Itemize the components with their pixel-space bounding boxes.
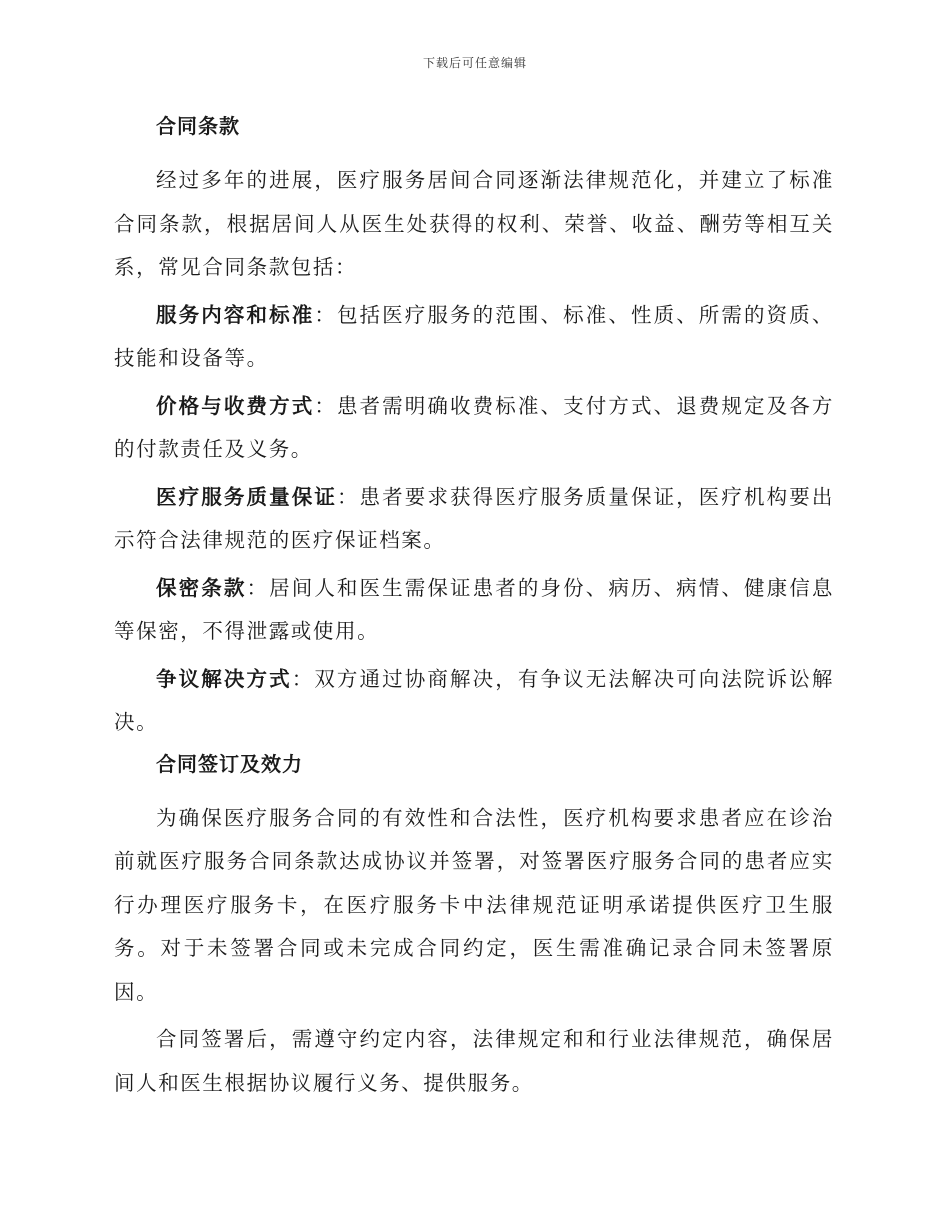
- section-title-signing-validity: 合同签订及效力: [156, 751, 303, 776]
- term-description: ：居间人和医生需保证患者的身份、病历、病情、健康信息等保密，不得泄露或使用。: [114, 575, 834, 643]
- section-title-contract-terms: 合同条款: [156, 114, 240, 138]
- term-label: 保密条款: [156, 575, 247, 600]
- document-body: [114, 111, 834, 1109]
- section-intro-paragraph: 经过多年的进展，医疗服务居间合同逐渐法律规范化，并建立了标准合同条款，根据居间人从医生处获得的权利、荣誉、收益、酬劳等相互关系，常见合同条款包括：: [114, 168, 834, 279]
- signing-paragraph-1: 为确保医疗服务合同的有效性和合法性，医疗机构要求患者应在诊治前就医疗服务合同条款达成协议并签署，对签署医疗服务合同的患者应实行办理医疗服务卡，在医疗服务卡中法律规范证明承诺提供医疗卫生服务。对于未签署合同或未完成合同约定，医生需准确记录合同未签署原因。: [114, 805, 834, 1004]
- term-description: ：包括医疗服务的范围、标准、性质、所需的资质、技能和设备等。: [114, 302, 834, 370]
- term-label: 服务内容和标准: [156, 302, 315, 327]
- term-item-dispute-resolution: [114, 658, 834, 745]
- term-description: ：双方通过协商解决，有争议无法解决可向法院诉讼解决。: [114, 666, 834, 734]
- term-item-pricing: [114, 385, 834, 472]
- term-description: ：患者需明确收费标准、支付方式、退费规定及各方的付款责任及义务。: [114, 393, 834, 461]
- term-item-service-content: [114, 294, 834, 381]
- term-label: 争议解决方式: [156, 666, 292, 691]
- term-item-quality-guarantee: [114, 476, 834, 563]
- page-header: 下载后可任意编辑: [422, 56, 527, 70]
- signing-paragraph-2: 合同签署后，需遵守约定内容，法律规定和和行业法律规范，确保居间人和医生根据协议履行义务、提供服务。: [114, 1027, 834, 1095]
- term-label: 医疗服务质量保证: [156, 484, 337, 509]
- term-description: ：患者要求获得医疗服务质量保证，医疗机构要出示符合法律规范的医疗保证档案。: [114, 484, 834, 552]
- term-item-confidentiality: [114, 567, 834, 654]
- term-label: 价格与收费方式: [156, 393, 315, 418]
